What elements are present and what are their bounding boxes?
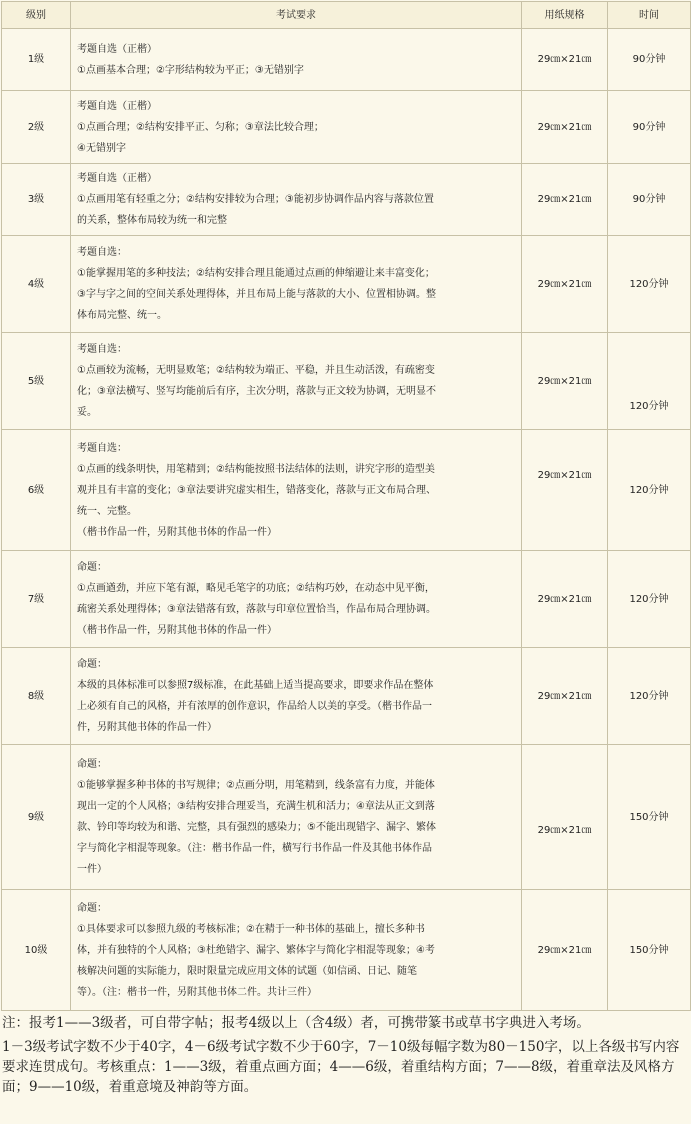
level-cell: 10级 xyxy=(2,890,71,1011)
level-cell: 9级 xyxy=(2,745,71,890)
req-line: 命题： xyxy=(77,562,107,573)
grade-requirements-table xyxy=(1,1,691,1011)
time-cell: 150分钟 xyxy=(608,745,691,890)
header-requirements: 考试要求 xyxy=(71,2,522,29)
req-line: 考题自选（正楷） xyxy=(77,100,157,112)
req-line: 命题： xyxy=(77,659,107,670)
req-line: ①点画较为流畅，无明显败笔；②结构较为端正、平稳，并且生动活泼，有疏密变 xyxy=(77,365,435,376)
req-line: ①点画的线条明快，用笔精到；②结构能按照书法结体的法则，讲究字形的造型美 xyxy=(77,463,435,475)
requirements-cell xyxy=(71,648,522,745)
req-line: 体布局完整、统一。 xyxy=(77,310,167,321)
requirements-cell xyxy=(71,91,522,164)
requirements-cell xyxy=(71,29,522,91)
req-line: 上必须有自己的风格，并有浓厚的创作意识，作品给人以美的享受。（楷书作品一 xyxy=(77,701,432,712)
paper-cell: 29㎝×21㎝ xyxy=(522,333,608,430)
level-cell: 3级 xyxy=(2,164,71,236)
requirements-cell xyxy=(71,164,522,236)
table-row xyxy=(2,745,691,890)
table-header-row xyxy=(2,2,691,29)
table-row xyxy=(2,91,691,164)
table-row xyxy=(2,430,691,551)
level-cell: 2级 xyxy=(2,91,71,164)
requirements-cell xyxy=(71,236,522,333)
header-level: 级别 xyxy=(2,2,71,29)
time-cell: 120分钟 xyxy=(608,551,691,648)
req-line: ①点画合理；②结构安排平正、匀称；③章法比较合理； xyxy=(77,121,324,133)
time-cell: 120分钟 xyxy=(608,648,691,745)
time-cell: 90分钟 xyxy=(608,91,691,164)
req-line: 命题： xyxy=(77,759,107,770)
requirements-cell xyxy=(71,333,522,430)
table-row xyxy=(2,890,691,1011)
table-row xyxy=(2,164,691,236)
req-line: ①点画遒劲，并应下笔有源，略见毛笔字的功底；②结构巧妙，在动态中见平衡， xyxy=(77,583,435,594)
req-line: 件，另附其他书体的作品一件） xyxy=(77,722,217,733)
paper-cell: 29㎝×21㎝ xyxy=(522,648,608,745)
requirements-cell xyxy=(71,430,522,551)
table-row xyxy=(2,648,691,745)
time-cell: 90分钟 xyxy=(608,164,691,236)
table-row xyxy=(2,29,691,91)
paper-cell: 29㎝×21㎝ xyxy=(522,551,608,648)
req-line: （楷书作品一件，另附其他书体的作品一件） xyxy=(77,625,277,636)
paper-cell: 29㎝×21㎝ xyxy=(522,91,608,164)
note-word-count: 1－3级考试字数不少于40字，4－6级考试字数不少于60字，7－10级每幅字数为80－150字，以上各级书写内容要求连贯成句。考核重点：1——3级，着重点画方面；4——6级，着重结构方面；7——8级，着重章法及风格方面；9——10级，着重意境及神韵等方面。 xyxy=(2,1039,680,1095)
header-paper: 用纸规格 xyxy=(522,2,608,29)
req-line: ①能够掌握多种书体的书写规律；②点画分明，用笔精到，线条富有力度，并能体 xyxy=(77,780,435,791)
req-line: （楷书作品一件，另附其他书体的作品一件） xyxy=(77,526,277,538)
req-line: 等）。（注：楷书一件，另附其他书体二件。共计三件） xyxy=(77,986,317,998)
paper-cell: 29㎝×21㎝ xyxy=(522,745,608,890)
req-line: 观并且有丰富的变化；③章法要讲究虚实相生，错落变化，落款与正文布局合理、 xyxy=(77,484,436,496)
req-line: ③字与字之间的空间关系处理得体，并且布局上能与落款的大小、位置相协调。整 xyxy=(77,289,436,300)
req-line: 考题自选： xyxy=(77,247,127,258)
level-cell: 8级 xyxy=(2,648,71,745)
time-cell: 120分钟 xyxy=(608,236,691,333)
req-line: 体，并有独特的个人风格；③杜绝错字、漏字、繁体字与简化字相混等现象；④考 xyxy=(77,944,435,956)
level-cell: 6级 xyxy=(2,430,71,551)
req-line: ①能掌握用笔的多种技法；②结构安排合理且能通过点画的伸缩避让来丰富变化； xyxy=(77,268,435,279)
paper-cell: 29㎝×21㎝ xyxy=(522,890,608,1011)
requirements-cell xyxy=(71,551,522,648)
requirements-cell xyxy=(71,890,522,1011)
level-cell: 4级 xyxy=(2,236,71,333)
table-row xyxy=(2,551,691,648)
req-line: 一件） xyxy=(77,864,107,875)
paper-cell: 29㎝×21㎝ xyxy=(522,29,608,91)
req-line: 款、钤印等均较为和谐、完整，具有强烈的感染力；⑤不能出现错字、漏字、繁体 xyxy=(77,822,436,833)
req-line: 的关系，整体布局较为统一和完整 xyxy=(77,215,227,226)
level-cell: 5级 xyxy=(2,333,71,430)
time-cell: 150分钟 xyxy=(608,890,691,1011)
req-line: 本级的具体标准可以参照7级标准，在此基础上适当提高要求，即要求作品在整体 xyxy=(77,680,434,691)
req-line: ①点画用笔有轻重之分；②结构安排较为合理；③能初步协调作品内容与落款位置 xyxy=(77,194,434,205)
req-line: ④无错别字 xyxy=(77,142,126,154)
req-line: 疏密关系处理得体；③章法错落有致，落款与印章位置恰当，作品布局合理协调。 xyxy=(77,604,436,615)
req-line: 考题自选： xyxy=(77,344,127,355)
requirements-cell xyxy=(71,745,522,890)
req-line: 现出一定的个人风格；③结构安排合理妥当，充满生机和活力；④章法从正文到落 xyxy=(77,801,435,812)
paper-cell: 29㎝×21㎝ xyxy=(522,236,608,333)
level-cell: 7级 xyxy=(2,551,71,648)
req-line: 化；③章法横写、竖写均能前后有序，主次分明，落款与正文较为协调，无明显不 xyxy=(77,386,436,397)
req-line: 命题： xyxy=(77,902,107,914)
req-line: 考题自选： xyxy=(77,442,127,454)
paper-cell: 29㎝×21㎝ xyxy=(522,164,608,236)
req-line: 考题自选（正楷） xyxy=(77,43,157,55)
header-time: 时间 xyxy=(608,2,691,29)
table-row xyxy=(2,333,691,430)
req-line: 核解决问题的实际能力，限时限量完成应用文体的试题（如信函、日记、随笔 xyxy=(77,965,417,977)
req-line: 考题自选（正楷） xyxy=(77,173,157,184)
time-cell: 120分钟 xyxy=(608,333,691,430)
time-cell: 120分钟 xyxy=(608,430,691,551)
note-dictionary: 注：报考1——3级者，可自带字帖；报考4级以上（含4级）者，可携带篆书或草书字典进入考场。 xyxy=(2,1015,590,1031)
req-line: 统一、完整。 xyxy=(77,505,137,517)
notes-section xyxy=(0,1011,691,1097)
level-cell: 1级 xyxy=(2,29,71,91)
req-line: ①具体要求可以参照九级的考核标准；②在精于一种书体的基础上，擅长多种书 xyxy=(77,923,425,935)
req-line: 字与简化字相混等现象。（注：楷书作品一件，横写行书作品一件及其他书体作品 xyxy=(77,843,432,854)
req-line: 妥。 xyxy=(77,407,97,418)
table-row xyxy=(2,236,691,333)
req-line: ①点画基本合理；②字形结构较为平正；③无错别字 xyxy=(77,64,304,76)
time-cell: 90分钟 xyxy=(608,29,691,91)
paper-cell: 29㎝×21㎝ xyxy=(522,430,608,551)
